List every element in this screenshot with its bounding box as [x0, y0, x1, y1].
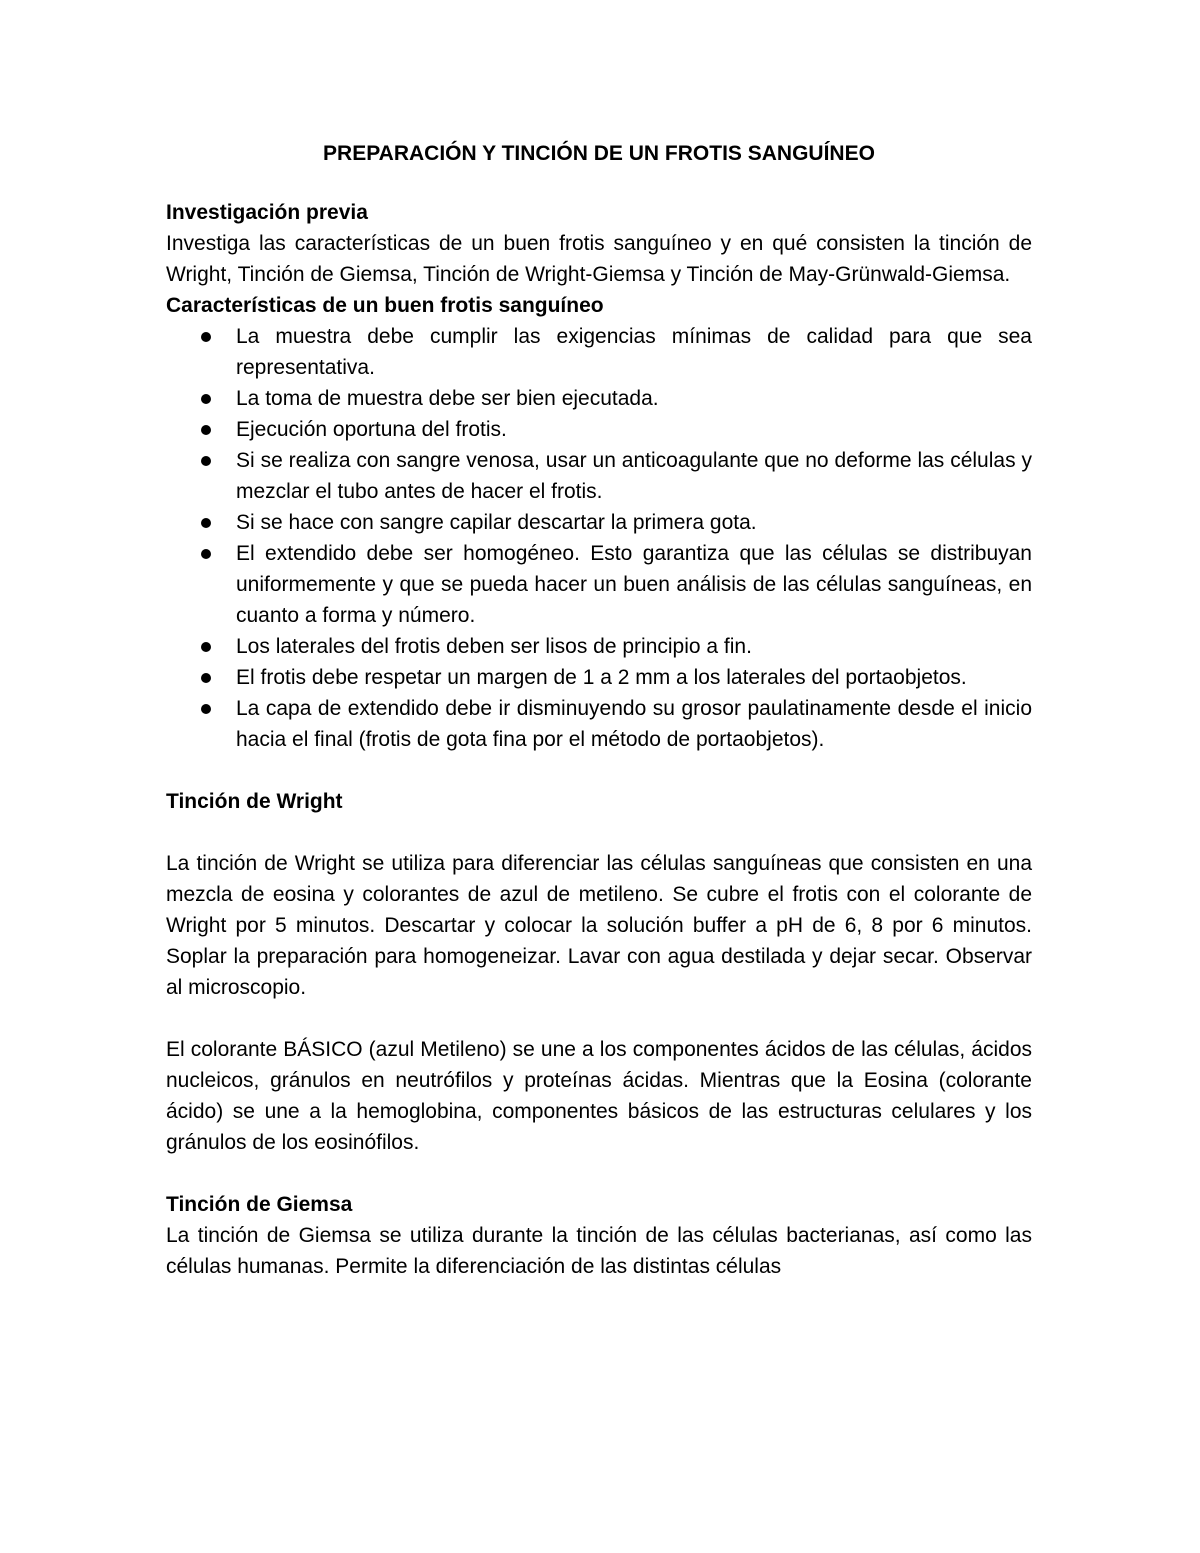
heading-caracteristicas: Características de un buen frotis sanguíneo [166, 294, 604, 317]
spacer [166, 1003, 1032, 1034]
document-title: PREPARACIÓN Y TINCIÓN DE UN FROTIS SANGUÍNEO [323, 142, 875, 165]
paragraph-wright-2: El colorante BÁSICO (azul Metileno) se une a los componentes ácidos de las células, ácidos nucleicos, gránulos en neutrófilos y proteínas ácidas. Mientras que la Eosina (colorante ácido) se une a la hemoglobina, componentes básicos de las estructuras celulares y los gránulos de los eosinófilos. [166, 1038, 1032, 1154]
document-page [166, 138, 1032, 1282]
bullet-icon [201, 549, 211, 559]
bullet-icon [201, 704, 211, 714]
bullet-icon [201, 518, 211, 528]
bullet-icon [201, 642, 211, 652]
paragraph-giemsa: La tinción de Giemsa se utiliza durante la tinción de las células bacterianas, así como las células humanas. Permite la diferenciación de las distintas células [166, 1224, 1032, 1278]
bullet-icon [201, 332, 211, 342]
bullet-icon [201, 673, 211, 683]
bullet-list-caracteristicas [166, 321, 1032, 755]
spacer [166, 817, 1032, 848]
list-item: La muestra debe cumplir las exigencias mínimas de calidad para que sea representativa. [236, 321, 1032, 383]
list-item: Si se realiza con sangre venosa, usar un anticoagulante que no deforme las células y mezclar el tubo antes de hacer el frotis. [236, 445, 1032, 507]
spacer [166, 755, 1032, 786]
list-item: Los laterales del frotis deben ser lisos de principio a fin. [236, 631, 1032, 662]
heading-wright: Tinción de Wright [166, 790, 343, 813]
heading-investigacion: Investigación previa [166, 201, 368, 224]
list-item: El frotis debe respetar un margen de 1 a 2 mm a los laterales del portaobjetos. [236, 662, 1032, 693]
list-item: La capa de extendido debe ir disminuyendo su grosor paulatinamente desde el inicio hacia el final (frotis de gota fina por el método de portaobjetos). [236, 693, 1032, 755]
paragraph-wright-1: La tinción de Wright se utiliza para diferenciar las células sanguíneas que consisten en una mezcla de eosina y colorantes de azul de metileno. Se cubre el frotis con el colorante de Wright por 5 minutos. Descartar y colocar la solución buffer a pH de 6, 8 por 6 minutos. Soplar la preparación para homogeneizar. Lavar con agua destilada y dejar secar. Observar al microscopio. [166, 852, 1032, 999]
list-item: La toma de muestra debe ser bien ejecutada. [236, 383, 1032, 414]
list-item: Ejecución oportuna del frotis. [236, 414, 1032, 445]
spacer [166, 1158, 1032, 1189]
bullet-icon [201, 456, 211, 466]
paragraph-investigacion: Investiga las características de un buen frotis sanguíneo y en qué consisten la tinción de Wright, Tinción de Giemsa, Tinción de Wright-Giemsa y Tinción de May-Grünwald-Giemsa. [166, 232, 1032, 286]
heading-giemsa: Tinción de Giemsa [166, 1193, 353, 1216]
list-item: Si se hace con sangre capilar descartar la primera gota. [236, 507, 1032, 538]
list-item: El extendido debe ser homogéneo. Esto garantiza que las células se distribuyan uniformemente y que se pueda hacer un buen análisis de las células sanguíneas, en cuanto a forma y número. [236, 538, 1032, 631]
bullet-icon [201, 425, 211, 435]
bullet-icon [201, 394, 211, 404]
